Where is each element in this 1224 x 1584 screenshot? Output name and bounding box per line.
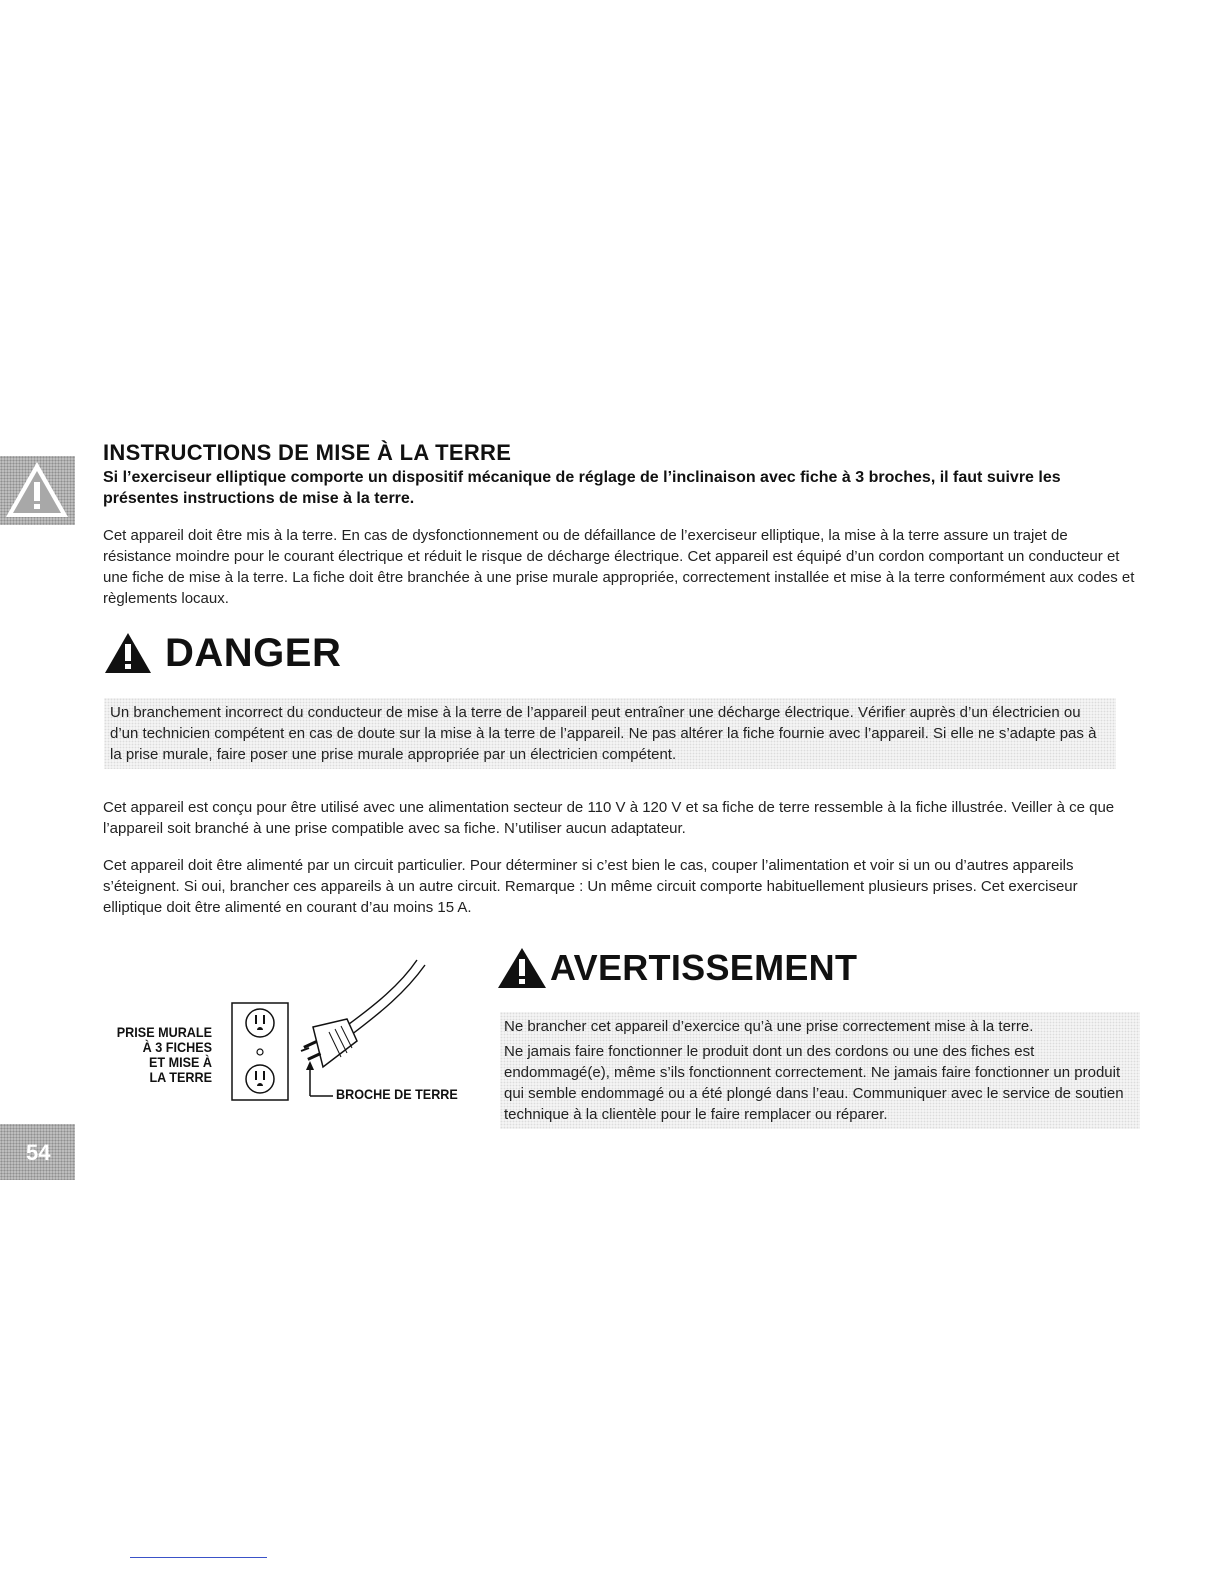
warning-label: AVERTISSEMENT (550, 947, 858, 988)
danger-triangle-icon (103, 631, 153, 675)
ground-pin-label: BROCHE DE TERRE (336, 1086, 458, 1102)
warning-icon (0, 456, 75, 525)
outlet-label-line: LA TERRE (149, 1069, 212, 1085)
voltage-paragraph: Cet appareil est conçu pour être utilisé avec une alimentation secteur de 110 V à 120 V et sa fiche de terre ressemble à la fiche illustrée. Veiller à ce que l’appareil soit branché à une prise compatible avec sa fiche. N’utiliser aucun adaptateur. (103, 799, 1115, 837)
danger-message (104, 698, 1116, 769)
circuit-paragraph: Cet appareil doit être alimenté par un circuit particulier. Pour déterminer si c’est bien le cas, couper l’alimentation et voir si un ou d’autres appareils s’éteignent. Si oui, brancher ces appareils à un autre circuit. Remarque : Un même circuit comporte habituellement plusieurs prises. Cet exerciseur elliptique doit être alimenté en courant d’au moins 15 A. (103, 857, 1078, 916)
danger-text: Un branchement incorrect du conducteur de mise à la terre de l’appareil peut entraîner une décharge électrique. Vérifier auprès d’un électricien ou d’un technicien compétent en cas de doute sur la mise à la terre de l’appareil. Ne pas altérer la fiche fournie avec l’appareil. Si elle ne s’adapte pas à la prise murale, faire poser une prise murale appropriée par un électricien compétent. (110, 704, 1097, 763)
wall-outlet-illustration (232, 1003, 288, 1100)
outlet-label-line: ET MISE À (148, 1054, 212, 1070)
warning-heading (496, 945, 857, 991)
section-title: INSTRUCTIONS DE MISE À LA TERRE (103, 440, 512, 465)
danger-label: DANGER (165, 630, 342, 675)
outlet-label-line: À 3 FICHES (142, 1039, 212, 1055)
warning-message (500, 1012, 1140, 1129)
three-prong-plug-illustration (301, 960, 425, 1096)
warning-text-paragraph: Ne jamais faire fonctionner le produit dont un des cordons ou une des fiches est endommagé(e), même s’ils fonctionnent correctement. Ne jamais faire fonctionner un produit qui semble endommagé ou a été plongé dans l’eau. Communiquer avec le service de soutien technique à la clientèle pour le faire remplacer ou réparer. (504, 1043, 1124, 1123)
page-number: 54 (26, 1140, 51, 1165)
warning-triangle-icon (496, 946, 548, 990)
warning-text-line: Ne brancher cet appareil d’exercice qu’à une prise correctement mise à la terre. (504, 1018, 1034, 1035)
outlet-label-line: PRISE MURALE (116, 1024, 212, 1040)
section-subtitle: Si l’exerciseur elliptique comporte un dispositif mécanique de réglage de l’inclinaison avec fiche à 3 broches, il faut suivre les présentes instructions de mise à la terre. (103, 469, 1061, 507)
footer-rule (130, 1557, 267, 1558)
danger-heading (103, 630, 341, 676)
page-number-tab (0, 1124, 75, 1180)
intro-paragraph: Cet appareil doit être mis à la terre. En cas de dysfonctionnement ou de défaillance de l’exerciseur elliptique, la mise à la terre assure un trajet de résistance moindre pour le courant électrique et réduit le risque de décharge électrique. Cet appareil est équipé d’un cordon comportant un conducteur et une fiche de mise à la terre. La fiche doit être branchée à une prise murale appropriée, correctement installée et mise à la terre conformément aux codes et règlements locaux. (103, 527, 1135, 607)
outlet-label (93, 1025, 212, 1085)
warning-side-tab (0, 456, 75, 525)
